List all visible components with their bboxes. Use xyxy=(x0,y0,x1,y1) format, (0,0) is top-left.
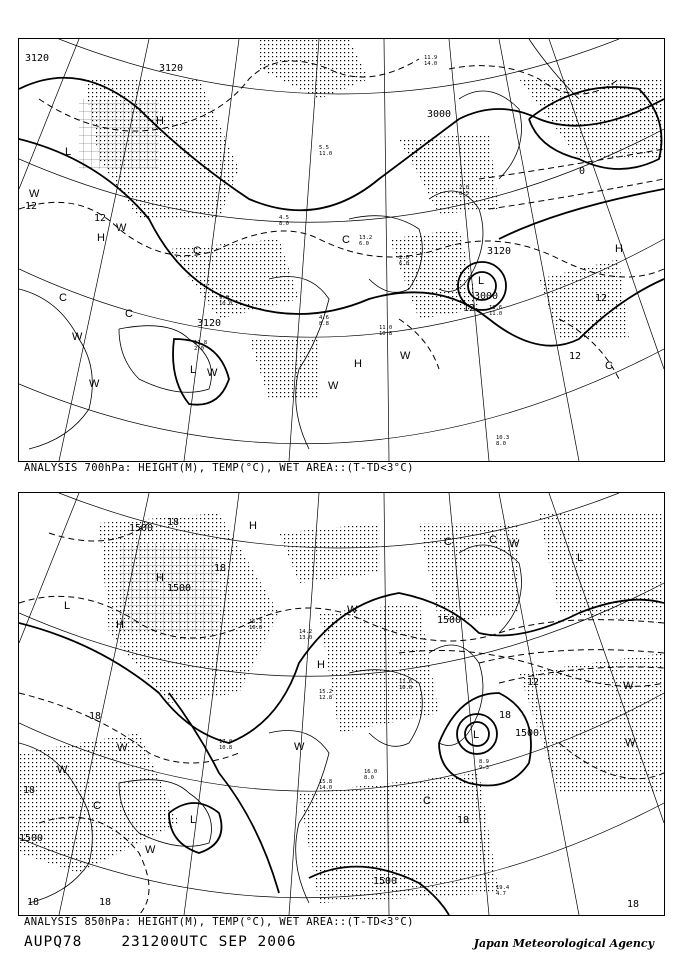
height-label: 1500 xyxy=(373,876,398,887)
thermal-center: W xyxy=(57,764,68,776)
svg-text:13.0: 13.0 xyxy=(299,635,313,641)
svg-text:11.9: 11.9 xyxy=(424,55,438,61)
svg-text:0.5: 0.5 xyxy=(459,191,469,197)
temp-label: 12 xyxy=(527,677,540,688)
height-label: 3000 xyxy=(474,291,499,302)
svg-text:15.2: 15.2 xyxy=(319,689,333,695)
svg-text:15.8: 15.8 xyxy=(319,779,333,785)
pressure-center: L xyxy=(478,275,485,287)
agency-credit: Japan Meteorological Agency xyxy=(473,937,654,950)
svg-text:10.0: 10.0 xyxy=(399,685,413,691)
svg-text:10.3: 10.3 xyxy=(496,435,510,441)
height-label: 3120 xyxy=(197,318,222,329)
temp-label: 12 xyxy=(25,201,38,212)
pressure-center: H xyxy=(97,232,105,244)
thermal-center: W xyxy=(623,680,634,692)
height-label: 1500 xyxy=(129,523,154,534)
svg-text:12.8: 12.8 xyxy=(319,695,333,701)
pressure-center: L xyxy=(64,600,71,612)
caption-850hpa: ANALYSIS 850hPa: HEIGHT(M), TEMP(°C), WET AREA::(T-TD<3°C) xyxy=(24,916,414,928)
temp-label: 18 xyxy=(99,897,112,908)
caption-700hpa: ANALYSIS 700hPa: HEIGHT(M), TEMP(°C), WET AREA::(T-TD<3°C) xyxy=(24,462,414,474)
thermal-center: W xyxy=(145,844,156,856)
thermal-center: C xyxy=(342,234,350,246)
svg-text:8.0: 8.0 xyxy=(279,221,289,227)
svg-text:10.0: 10.0 xyxy=(249,625,263,631)
thermal-center: W xyxy=(625,737,636,749)
height-label: 1500 xyxy=(515,728,540,739)
pressure-center: H xyxy=(354,358,362,370)
svg-text:16.0: 16.0 xyxy=(364,769,378,775)
pressure-center: L xyxy=(65,146,72,158)
svg-text:8.8: 8.8 xyxy=(319,321,329,327)
thermal-center: C xyxy=(605,360,613,372)
svg-text:6.0: 6.0 xyxy=(359,241,369,247)
svg-text:14.0: 14.0 xyxy=(319,785,333,791)
temp-label: 12 xyxy=(463,303,476,314)
svg-text:13.6: 13.6 xyxy=(489,305,503,311)
pressure-center: H xyxy=(317,659,325,671)
height-label: 1500 xyxy=(19,833,44,844)
map-700hpa-svg xyxy=(19,39,664,461)
svg-text:11.0: 11.0 xyxy=(379,325,393,331)
temp-label: 0 xyxy=(579,166,586,177)
height-label: 3120 xyxy=(159,63,184,74)
thermal-center: C xyxy=(489,534,497,546)
thermal-center: C xyxy=(59,292,67,304)
svg-text:2.0: 2.0 xyxy=(459,185,469,191)
chart-identifier xyxy=(24,934,296,950)
chart-code: AUPQ78 xyxy=(24,934,83,950)
svg-text:2.0: 2.0 xyxy=(399,255,409,261)
pressure-center: H xyxy=(615,243,623,255)
svg-text:8.9: 8.9 xyxy=(479,759,489,765)
svg-text:11.0: 11.0 xyxy=(319,151,333,157)
svg-text:4.5: 4.5 xyxy=(279,215,289,221)
temp-label: 18 xyxy=(214,563,227,574)
svg-text:8.0: 8.0 xyxy=(364,775,374,781)
svg-text:9.3: 9.3 xyxy=(479,765,489,771)
temp-label: 18 xyxy=(457,815,470,826)
pressure-center: H xyxy=(116,619,124,631)
thermal-center: W xyxy=(400,350,411,362)
temp-label: 12 xyxy=(569,351,582,362)
map-panel-850hpa xyxy=(18,492,665,916)
height-label: 1500 xyxy=(167,583,192,594)
temp-label: 18 xyxy=(23,785,36,796)
svg-text:9.8: 9.8 xyxy=(219,295,229,301)
thermal-center: W xyxy=(509,538,520,550)
valid-time: 231200UTC SEP 2006 xyxy=(121,934,297,950)
svg-text:4.7: 4.7 xyxy=(496,891,506,897)
thermal-center: W xyxy=(207,367,218,379)
svg-text:13.2: 13.2 xyxy=(359,235,373,241)
svg-text:14.2: 14.2 xyxy=(299,629,313,635)
thermal-center: W xyxy=(116,222,127,234)
thermal-center: C xyxy=(125,308,133,320)
pressure-center: L xyxy=(577,552,584,564)
height-label: 3120 xyxy=(487,246,512,257)
thermal-center: W xyxy=(347,604,358,616)
svg-text:10.0: 10.0 xyxy=(219,301,233,307)
thermal-center: C xyxy=(423,795,431,807)
svg-text:6.0: 6.0 xyxy=(399,261,409,267)
svg-text:10.8: 10.8 xyxy=(379,331,393,337)
thermal-centers-700 xyxy=(29,188,613,392)
temp-label: 18 xyxy=(89,711,102,722)
svg-text:10.8: 10.8 xyxy=(219,745,233,751)
height-label: 3000 xyxy=(427,109,452,120)
height-label: 1500 xyxy=(437,615,462,626)
svg-text:17.0: 17.0 xyxy=(219,739,233,745)
thermal-center: C xyxy=(444,536,452,548)
temp-labels-700 xyxy=(25,166,607,362)
svg-text:2.0: 2.0 xyxy=(194,346,204,352)
height-label: 3120 xyxy=(25,53,50,64)
map-850hpa-svg xyxy=(19,493,664,915)
pressure-center: L xyxy=(190,364,197,376)
svg-text:11.8: 11.8 xyxy=(194,340,208,346)
temp-label: 12 xyxy=(595,293,608,304)
thermal-center: W xyxy=(89,378,100,390)
pressure-center: H xyxy=(156,572,164,584)
thermal-center: W xyxy=(294,741,305,753)
temp-label: 18 xyxy=(627,899,640,910)
svg-text:8.0: 8.0 xyxy=(496,441,506,447)
svg-text:4.6: 4.6 xyxy=(319,315,329,321)
temp-label: 18 xyxy=(167,517,180,528)
pressure-center: H xyxy=(249,520,257,532)
svg-text:11.6: 11.6 xyxy=(399,679,413,685)
thermal-center: W xyxy=(117,742,128,754)
thermal-center: W xyxy=(72,331,83,343)
temp-label: 18 xyxy=(27,897,40,908)
map-panel-700hpa xyxy=(18,38,665,462)
pressure-center: H xyxy=(156,115,164,127)
svg-text:5.5: 5.5 xyxy=(319,145,329,151)
thermal-center: C xyxy=(93,800,101,812)
svg-text:16.3: 16.3 xyxy=(249,619,263,625)
temp-label: 18 xyxy=(499,710,512,721)
temp-label: 12 xyxy=(94,213,107,224)
thermal-center: W xyxy=(29,188,40,200)
svg-text:14.0: 14.0 xyxy=(424,61,438,67)
svg-text:11.0: 11.0 xyxy=(489,311,503,317)
thermal-center: C xyxy=(193,245,201,257)
pressure-center: L xyxy=(473,729,480,741)
pressure-center: L xyxy=(190,814,197,826)
thermal-center: W xyxy=(328,380,339,392)
wet-areas-850 xyxy=(19,513,664,903)
svg-text:19.4: 19.4 xyxy=(496,885,510,891)
